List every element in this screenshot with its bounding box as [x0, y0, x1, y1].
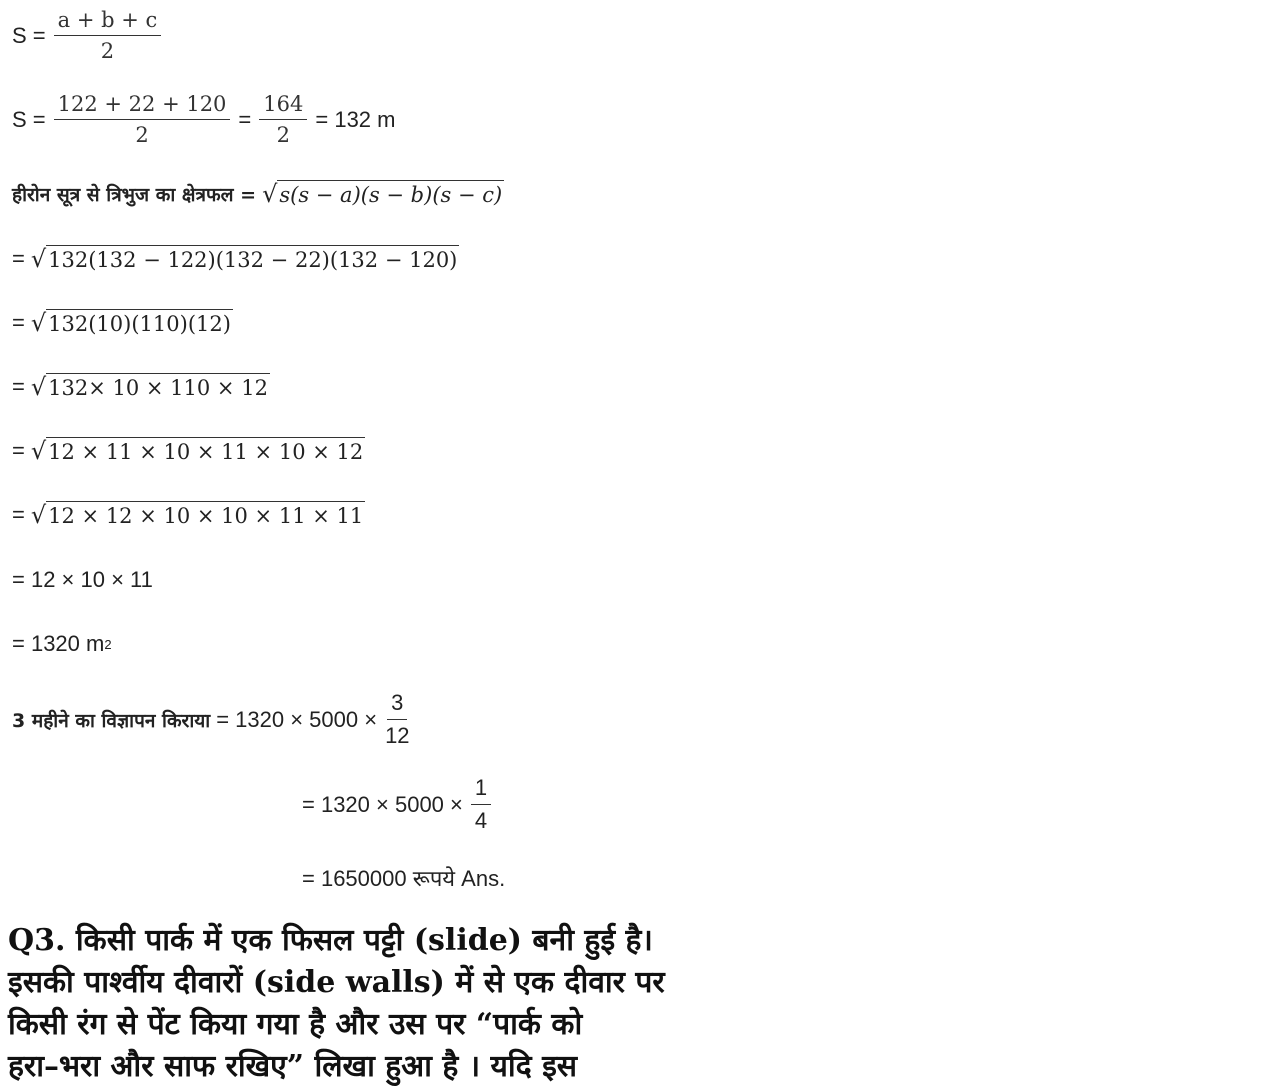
exponent: 2	[104, 636, 112, 652]
question-line-1: Q3. किसी पार्क में एक फिसल पट्टी (slide) बनी हुई है।	[8, 923, 653, 958]
square-root	[262, 180, 504, 208]
equals-sign: =	[12, 438, 25, 463]
square-root	[31, 245, 460, 273]
heron-label: हीरोन सूत्र से त्रिभुज का क्षेत्रफल =	[12, 184, 257, 206]
fraction-1	[54, 92, 231, 147]
rent-label: 3 महीने का विज्ञापन किराया	[12, 709, 211, 732]
product-line	[12, 373, 270, 401]
question-line-4: हरा–भरा और साफ रखिए” लिखा हुआ है । यदि इस	[8, 1049, 578, 1084]
numerator: 122 + 22 + 120	[54, 92, 231, 120]
denominator: 12	[385, 723, 410, 748]
lhs: S =	[12, 22, 46, 48]
numerator: 164	[259, 92, 307, 120]
radical-sign-icon: √	[30, 501, 47, 529]
radicand: s(s − a)(s − b)(s − c)	[277, 180, 504, 208]
radical-sign-icon: √	[30, 373, 47, 401]
radical-sign-icon: √	[30, 245, 47, 273]
equals-sign: =	[12, 502, 25, 527]
question-line-3: किसी रंग से पेंट किया गया है और उस पर “पार्क को	[8, 1007, 583, 1042]
radical-sign-icon: √	[262, 180, 278, 208]
area-value: = 1320 m	[12, 631, 105, 656]
equals-sign: =	[12, 374, 25, 399]
numerator: 3	[387, 690, 407, 720]
numerator: 1	[471, 775, 491, 805]
fraction	[471, 775, 491, 834]
area-result-line	[12, 631, 112, 657]
rent-calculation-line	[12, 690, 418, 749]
final-answer-line: = 1650000 रूपये Ans.	[302, 866, 506, 891]
numerator: a + b + c	[54, 8, 162, 36]
radical-sign-icon: √	[30, 309, 47, 337]
denominator: 2	[276, 123, 291, 147]
semi-perimeter-calculation	[12, 92, 395, 147]
equals-sign: =	[12, 246, 25, 271]
denominator: 2	[135, 123, 149, 147]
simplified-line	[12, 309, 233, 337]
product-result-line: = 12 × 10 × 11	[12, 567, 153, 592]
square-root	[31, 501, 365, 529]
square-root	[31, 309, 233, 337]
radicand: 132(132 − 122)(132 − 22)(132 − 120)	[46, 245, 459, 273]
radicand: 132× 10 × 110 × 12	[46, 373, 270, 401]
square-root	[31, 437, 365, 465]
square-root	[31, 373, 270, 401]
rent-expression: = 1320 × 5000 ×	[302, 791, 463, 817]
radicand: 132(10)(110)(12)	[46, 309, 233, 337]
equals-sign: =	[12, 310, 25, 335]
denominator: 2	[100, 39, 115, 63]
lhs: S =	[12, 106, 46, 132]
rent-expression: = 1320 × 5000 ×	[216, 706, 378, 732]
grouped-factors-line	[12, 501, 365, 529]
fraction	[54, 8, 162, 63]
question-line-2: इसकी पार्श्वीय दीवारों (side walls) में से एक दीवार पर	[8, 965, 665, 1000]
substitution-line	[12, 245, 459, 273]
radicand: 12 × 12 × 10 × 10 × 11 × 11	[46, 501, 365, 529]
factorised-line	[12, 437, 365, 465]
fraction	[385, 690, 409, 749]
equals-sign: =	[238, 106, 252, 132]
radical-sign-icon: √	[30, 437, 47, 465]
fraction-2	[259, 92, 307, 147]
result: = 132 m	[315, 106, 396, 132]
rent-simplified-line	[302, 775, 499, 834]
semi-perimeter-formula	[12, 8, 169, 63]
heron-formula-line	[12, 180, 504, 208]
radicand: 12 × 11 × 10 × 11 × 10 × 12	[46, 437, 365, 465]
denominator: 4	[474, 808, 488, 833]
